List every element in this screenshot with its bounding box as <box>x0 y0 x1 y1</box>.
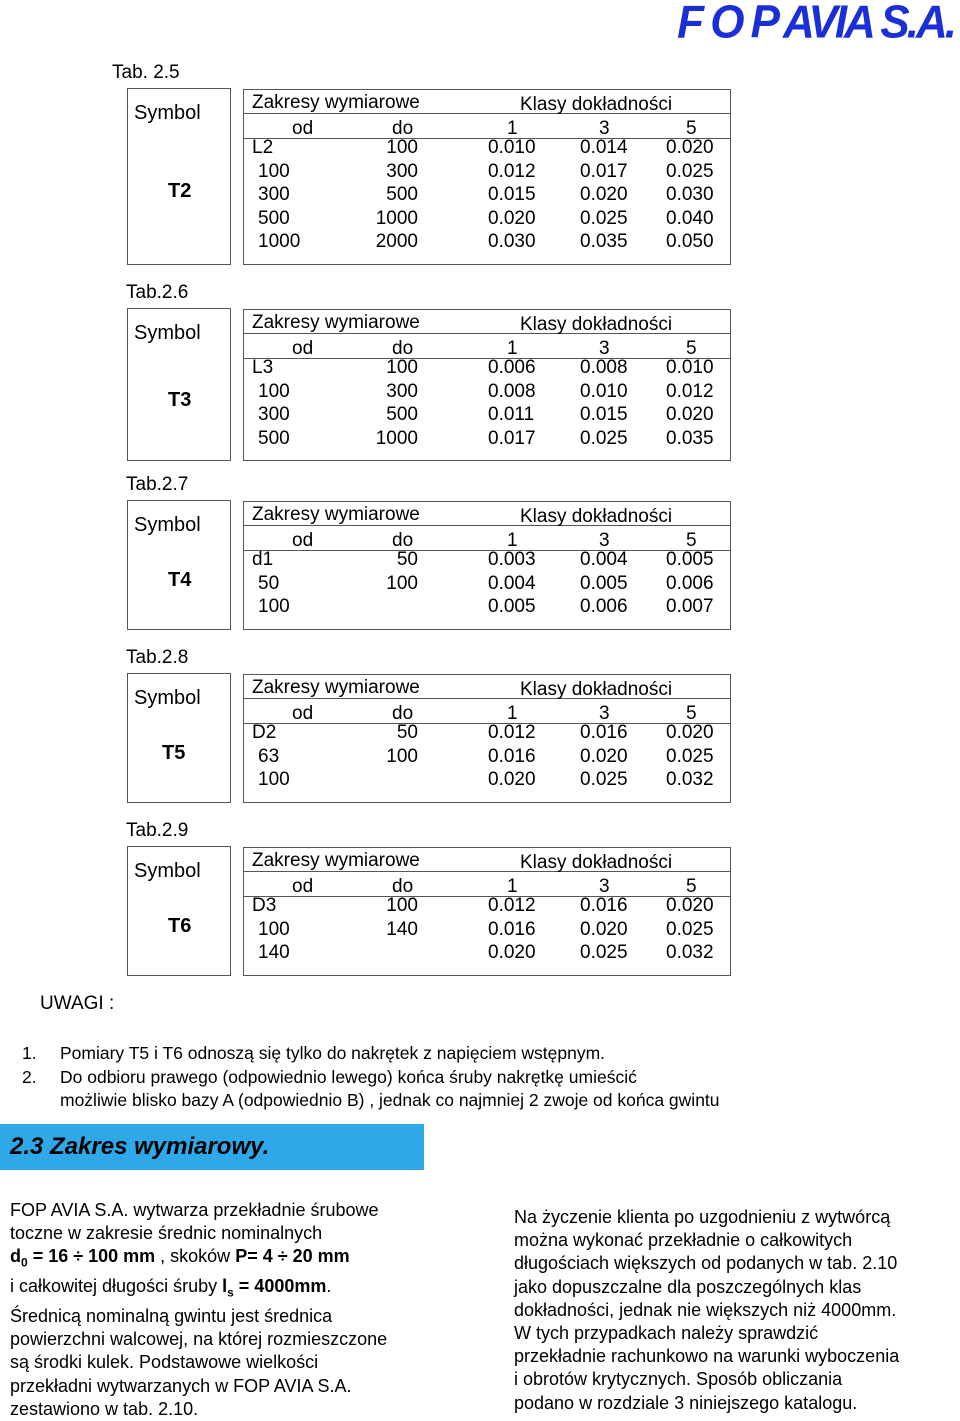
left-line-2: toczne w zakresie średnic nominalnych <box>10 1223 323 1244</box>
table-cell-from: 100 <box>258 596 290 617</box>
header-ranges: Zakresy wymiarowe <box>252 504 420 525</box>
header-to: do <box>392 338 414 359</box>
right-line: dokładności, jednak nie większych niż 4000mm. <box>514 1299 897 1320</box>
table-cell-to: 1000 <box>375 207 418 229</box>
table-label: Tab.2.6 <box>126 282 189 303</box>
header-class-1: 1 <box>507 876 518 897</box>
table-cell-to: 2000 <box>375 231 418 252</box>
table-cell-from: 140 <box>258 942 290 963</box>
table-cell-class-5: 0.020 <box>666 404 714 425</box>
table-cell-to: 500 <box>386 184 418 205</box>
table-cell-class-3: 0.035 <box>580 231 628 252</box>
left-line-3 <box>10 1245 470 1275</box>
right-line: jako dopuszczalne dla poszczególnych klas <box>514 1276 862 1297</box>
header-class-5: 5 <box>686 876 697 897</box>
table-cell-class-5: 0.025 <box>666 918 714 940</box>
data-box <box>243 550 731 630</box>
table-cell-to: 100 <box>386 357 418 378</box>
table-cell-from: 500 <box>258 427 290 449</box>
table-cell-to: 100 <box>386 895 418 916</box>
right-line: przekładnie rachunkowo na warunki wyboczenia <box>514 1346 900 1367</box>
table-cell-from: L3 <box>252 357 274 378</box>
table-cell-to: 50 <box>396 722 418 743</box>
header-class-5: 5 <box>686 338 697 359</box>
table-cell-class-5: 0.030 <box>666 184 714 205</box>
table-label: Tab. 2.5 <box>112 62 180 83</box>
table-cell-class-3: 0.020 <box>580 745 628 767</box>
header-classes: Klasy dokładności <box>520 852 673 873</box>
header-class-5: 5 <box>686 530 697 551</box>
table-cell-from: d1 <box>252 549 274 570</box>
symbol-header: Symbol <box>134 322 201 344</box>
symbol-value: T5 <box>162 741 186 764</box>
table-cell-to: 140 <box>386 918 418 940</box>
table-cell-class-3: 0.014 <box>580 137 628 158</box>
table-cell-class-3: 0.025 <box>580 207 628 229</box>
length-text: i całkowitej długości śruby <box>10 1276 223 1297</box>
symbol-header: Symbol <box>134 687 201 709</box>
table-label: Tab.2.9 <box>126 820 189 841</box>
company-logo: F O P AVIA S.A. <box>677 0 954 49</box>
table-cell-to: 300 <box>386 160 418 182</box>
header-from: od <box>292 338 314 359</box>
table-cell-class-3: 0.005 <box>580 572 628 594</box>
table-cell-class-5: 0.032 <box>666 769 714 790</box>
header-to: do <box>392 703 414 724</box>
header-class-5: 5 <box>686 118 697 139</box>
table-cell-class-1: 0.006 <box>488 357 536 378</box>
right-paragraph <box>514 1206 954 1415</box>
table-cell-class-5: 0.020 <box>666 895 714 916</box>
table-cell-class-1: 0.012 <box>488 722 536 743</box>
table-cell-from: L2 <box>252 137 274 158</box>
table-cell-class-5: 0.025 <box>666 745 714 767</box>
header-classes: Klasy dokładności <box>520 679 673 700</box>
right-line: można wykonać przekładnie o całkowitych <box>514 1230 853 1251</box>
table-cell-class-3: 0.008 <box>580 357 628 378</box>
section-heading-band <box>0 1124 424 1170</box>
table-cell-class-1: 0.030 <box>488 231 536 252</box>
table-cell-from: 63 <box>258 745 280 767</box>
header-to: do <box>392 530 414 551</box>
table-cell-class-1: 0.005 <box>488 596 536 617</box>
table-cell-class-5: 0.007 <box>666 596 714 617</box>
table-cell-from: 500 <box>258 207 290 229</box>
table-cell-from: 100 <box>258 160 290 182</box>
table-cell-to: 300 <box>386 380 418 402</box>
table-cell-class-1: 0.011 <box>488 404 535 425</box>
table-cell-class-3: 0.020 <box>580 918 628 940</box>
diameter-subscript: 0 <box>21 1256 28 1270</box>
table-cell-from: 50 <box>258 572 280 594</box>
length-symbol: l <box>222 1276 228 1297</box>
table-cell-class-1: 0.020 <box>488 942 536 963</box>
table-cell-class-3: 0.025 <box>580 942 628 963</box>
diameter-range: = 16 ÷ 100 mm <box>27 1246 156 1267</box>
length-subscript: s <box>227 1285 234 1300</box>
table-cell-class-5: 0.006 <box>666 572 714 594</box>
header-class-3: 3 <box>599 118 610 139</box>
table-cell-class-3: 0.006 <box>580 596 628 617</box>
notes-title: UWAGI : <box>40 993 115 1014</box>
table-cell-class-3: 0.016 <box>580 895 628 916</box>
table-cell-class-3: 0.020 <box>580 184 628 205</box>
data-box <box>243 138 731 265</box>
header-ranges: Zakresy wymiarowe <box>252 92 420 113</box>
header-class-5: 5 <box>686 703 697 724</box>
header-class-3: 3 <box>599 876 610 897</box>
table-cell-from: 1000 <box>258 231 301 252</box>
symbol-header: Symbol <box>134 102 201 124</box>
table-cell-class-3: 0.025 <box>580 427 628 449</box>
table-cell-to: 100 <box>386 137 418 158</box>
table-cell-class-3: 0.016 <box>580 722 628 743</box>
table-cell-class-5: 0.020 <box>666 137 714 158</box>
right-line: i obrotów krytycznych. Sposób obliczania <box>514 1369 843 1390</box>
table-cell-class-1: 0.012 <box>488 895 536 916</box>
left-line-7: są środki kulek. Podstawowe wielkości <box>10 1352 319 1373</box>
right-line: W tych przypadkach należy sprawdzić <box>514 1323 819 1344</box>
table-cell-from: 300 <box>258 404 290 425</box>
header-class-1: 1 <box>507 338 518 359</box>
table-cell-class-1: 0.020 <box>488 207 536 229</box>
header-class-3: 3 <box>599 530 610 551</box>
table-cell-from: 100 <box>258 380 290 402</box>
header-ranges: Zakresy wymiarowe <box>252 850 420 871</box>
table-cell-class-5: 0.010 <box>666 357 714 378</box>
header-classes: Klasy dokładności <box>520 506 673 527</box>
note-2-number: 2. <box>22 1067 37 1087</box>
left-paragraph <box>10 1199 470 1421</box>
table-cell-from: D3 <box>252 895 277 916</box>
symbol-value: T3 <box>168 388 192 411</box>
header-from: od <box>292 703 314 724</box>
header-classes: Klasy dokładności <box>520 94 673 115</box>
data-box <box>243 896 731 976</box>
header-class-1: 1 <box>507 530 518 551</box>
left-line-4 <box>10 1275 470 1305</box>
symbol-header: Symbol <box>134 860 201 882</box>
table-cell-to: 500 <box>386 404 418 425</box>
pitch-text: , skoków <box>155 1246 236 1267</box>
table-label: Tab.2.7 <box>126 474 189 495</box>
left-line-9: zestawiono w tab. 2.10. <box>10 1398 199 1419</box>
table-cell-class-1: 0.003 <box>488 549 536 570</box>
table-cell-to: 1000 <box>375 427 418 449</box>
table-cell-class-1: 0.015 <box>488 184 536 205</box>
table-label: Tab.2.8 <box>126 647 189 668</box>
header-from: od <box>292 118 314 139</box>
table-cell-class-5: 0.020 <box>666 722 714 743</box>
table-cell-class-1: 0.008 <box>488 380 536 402</box>
note-1-number: 1. <box>22 1043 37 1063</box>
table-cell-class-5: 0.035 <box>666 427 714 449</box>
table-cell-class-1: 0.010 <box>488 137 536 158</box>
table-cell-to: 50 <box>396 549 418 570</box>
header-to: do <box>392 118 414 139</box>
table-cell-class-1: 0.012 <box>488 160 536 182</box>
table-cell-class-1: 0.017 <box>488 427 536 449</box>
length-end: . <box>326 1276 332 1297</box>
table-cell-class-5: 0.012 <box>666 380 714 402</box>
table-cell-class-3: 0.017 <box>580 160 628 182</box>
header-classes: Klasy dokładności <box>520 314 673 335</box>
table-cell-to: 100 <box>386 572 418 594</box>
right-line: Na życzenie klienta po uzgodnieniu z wytwórcą <box>514 1207 891 1227</box>
table-cell-class-1: 0.004 <box>488 572 536 594</box>
note-1: Pomiary T5 i T6 odnoszą się tylko do nakrętek z napięciem wstępnym. <box>60 1043 606 1063</box>
table-cell-class-5: 0.050 <box>666 231 714 252</box>
pitch-range: P= 4 ÷ 20 mm <box>235 1246 350 1267</box>
table-cell-class-1: 0.016 <box>488 918 536 940</box>
section-heading: 2.3 Zakres wymiarowy. <box>10 1133 270 1160</box>
table-cell-from: 100 <box>258 918 290 940</box>
table-cell-class-1: 0.016 <box>488 745 536 767</box>
symbol-value: T6 <box>168 914 192 937</box>
header-to: do <box>392 876 414 897</box>
data-box <box>243 723 731 803</box>
header-class-1: 1 <box>507 703 518 724</box>
table-cell-class-5: 0.040 <box>666 207 714 229</box>
left-line-5: Średnicą nominalną gwintu jest średnica <box>10 1306 333 1326</box>
table-cell-class-5: 0.025 <box>666 160 714 182</box>
symbol-value: T4 <box>168 568 192 591</box>
table-cell-from: D2 <box>252 722 277 743</box>
symbol-value: T2 <box>168 180 192 203</box>
left-line-8: przekładni wytwarzanych w FOP AVIA S.A. <box>10 1375 352 1396</box>
length-value: = 4000mm <box>233 1276 327 1297</box>
symbol-header: Symbol <box>134 514 201 536</box>
note-2-line-1: Do odbioru prawego (odpowiednio lewego) końca śruby nakrętkę umieścić <box>60 1067 637 1087</box>
table-cell-class-3: 0.010 <box>580 380 628 402</box>
table-cell-class-1: 0.020 <box>488 769 536 790</box>
left-line-1: FOP AVIA S.A. wytwarza przekładnie śrubowe <box>10 1200 379 1220</box>
right-line: podano w rozdziale 3 niniejszego katalogu. <box>514 1392 858 1413</box>
right-line: długościach większych od podanych w tab. 2.10 <box>514 1253 898 1274</box>
table-cell-class-3: 0.015 <box>580 404 628 425</box>
table-cell-class-5: 0.032 <box>666 942 714 963</box>
header-from: od <box>292 876 314 897</box>
table-cell-to: 100 <box>386 745 418 767</box>
note-2-line-2: możliwie blisko bazy A (odpowiednio B) , jednak co najmniej 2 zwoje od końca gwintu <box>60 1090 720 1110</box>
header-class-3: 3 <box>599 703 610 724</box>
data-box <box>243 358 731 461</box>
table-cell-class-5: 0.005 <box>666 549 714 570</box>
header-class-1: 1 <box>507 118 518 139</box>
table-cell-class-3: 0.004 <box>580 549 628 570</box>
table-cell-from: 100 <box>258 769 290 790</box>
left-line-6: powierzchni walcowej, na której rozmieszczone <box>10 1329 388 1350</box>
table-cell-class-3: 0.025 <box>580 769 628 790</box>
diameter-symbol: d <box>10 1246 21 1267</box>
table-cell-from: 300 <box>258 184 290 205</box>
header-ranges: Zakresy wymiarowe <box>252 677 420 698</box>
header-from: od <box>292 530 314 551</box>
header-class-3: 3 <box>599 338 610 359</box>
header-ranges: Zakresy wymiarowe <box>252 312 420 333</box>
